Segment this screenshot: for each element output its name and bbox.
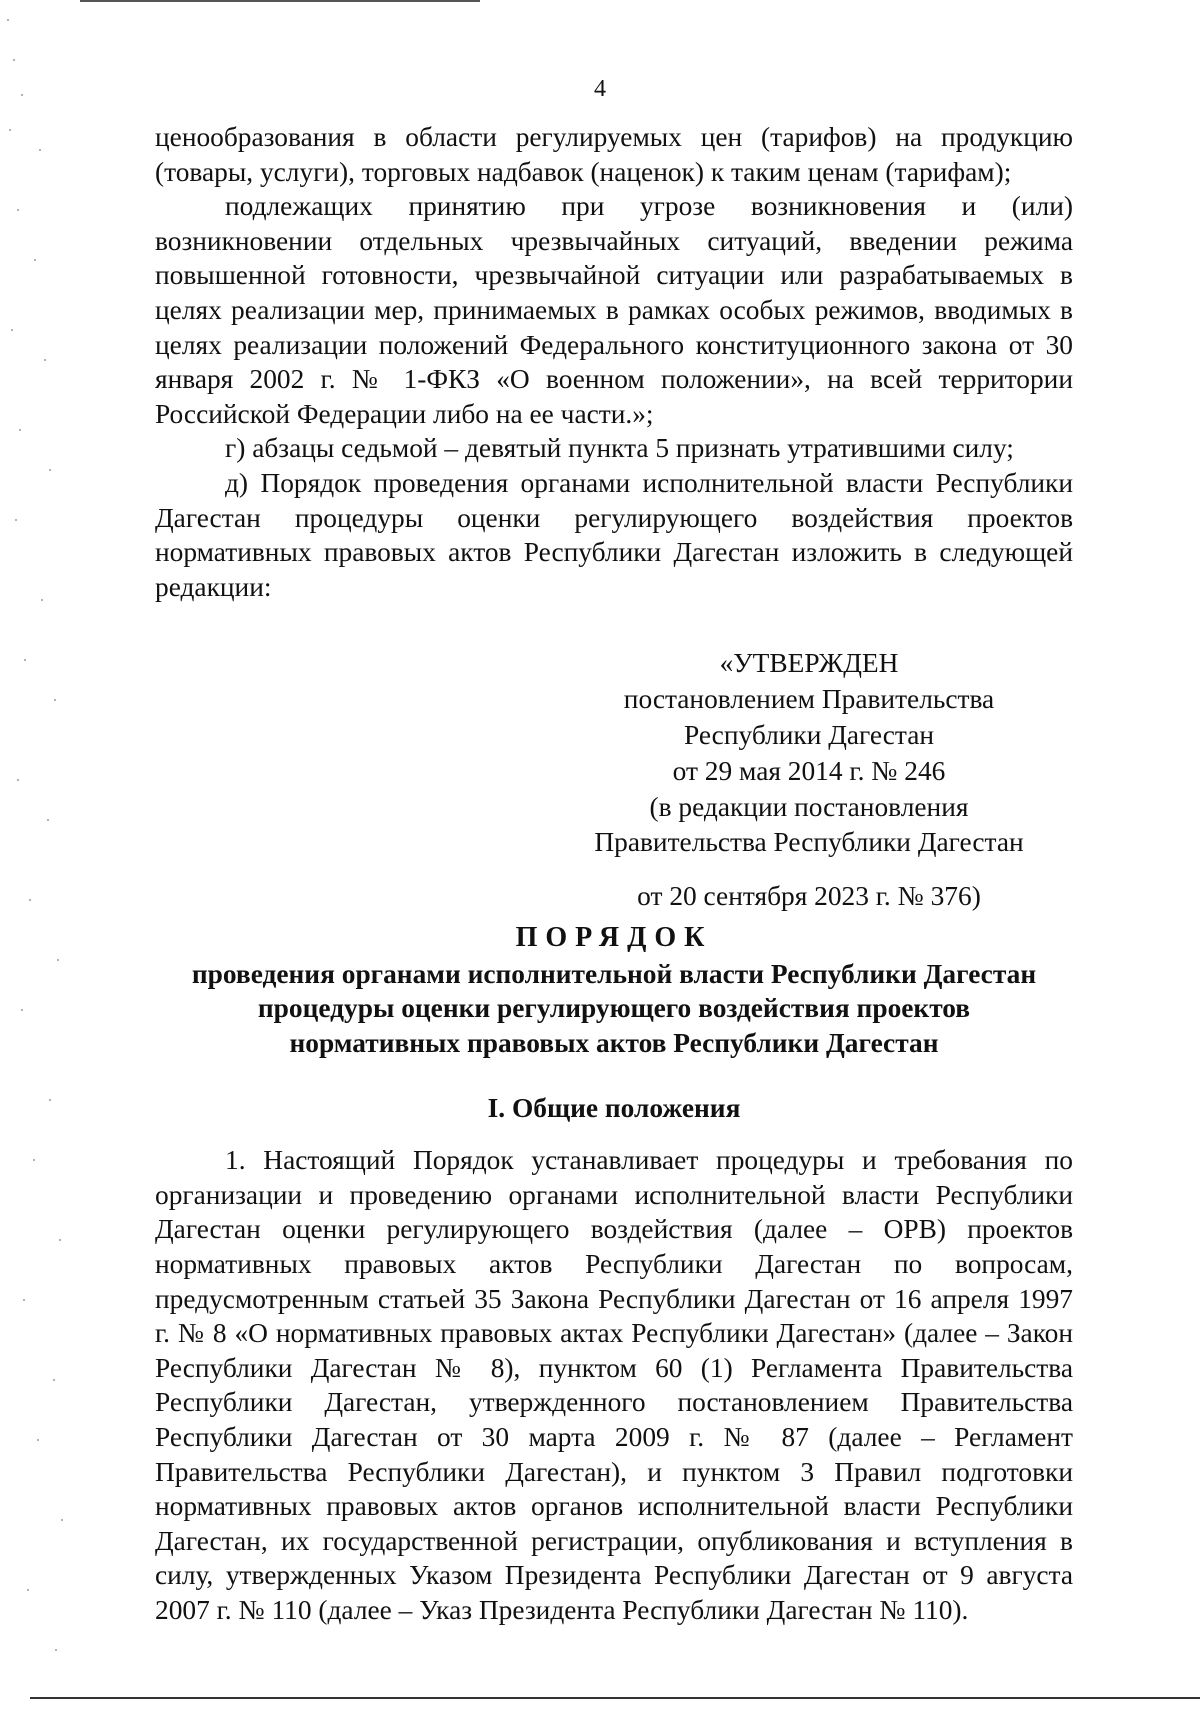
paragraph-item-d: д) Порядок проведения органами исполнительной власти Республики Дагестан процедуры оценки регулирующего воздействия проектов нормативных правовых актов Республики Дагестан изложить в следующей редакции: [155, 467, 1073, 602]
approval-stamp-block [155, 646, 1073, 915]
subtitle-line: проведения органами исполнительной власти Республики Дагестан [191, 958, 1037, 989]
approval-line: (в редакции постановления [649, 791, 969, 822]
document-body [155, 120, 1073, 1628]
paragraph-item-g: г) абзацы седьмой – девятый пункта 5 признать утратившими силу; [225, 433, 1014, 464]
approval-line: постановлением Правительства [623, 684, 995, 715]
scan-edge-top [80, 0, 480, 2]
section-heading: I. Общие положения [487, 1092, 741, 1123]
scan-edge-bottom [30, 1697, 1200, 1699]
approval-line: Республики Дагестан [683, 719, 935, 750]
approval-line: от 20 сентября 2023 г. № 376) [637, 881, 981, 912]
subtitle-line: нормативных правовых актов Республики Дагестан [289, 1028, 939, 1059]
paragraph-1: 1. Настоящий Порядок устанавливает процедуры и требования по организации и проведению органами исполнительной власти Республики Дагестан оценки регулирующего воздействия (далее – ОРВ) проектов нормативных правовых актов Республики Дагестан по вопросам, предусмотренным статьей 35 Закона Республики Дагестан от 16 апреля 1997 г. № 8 «О нормативных правовых актах Республики Дагестан» (далее – Закон Республики Дагестан № 8), пунктом 60 (1) Регламента Правительства Республики Дагестан, утвержденного постановлением Правительства Республики Дагестан от 30 марта 2009 г. № 87 (далее – Регламент Правительства Республики Дагестан), и пунктом 3 Правил подготовки нормативных правовых актов органов исполнительной власти Республики Дагестан, их государственной регистрации, опубликования и вступления в силу, утвержденных Указом Президента Республики Дагестан от 9 августа 2007 г. № 110 (далее – Указ Президента Республики Дагестан № 110). [155, 1145, 1073, 1625]
document-subtitle [155, 957, 1073, 1061]
subtitle-line: процедуры оценки регулирующего воздействия проектов [257, 993, 971, 1024]
paragraph-pricing: ценообразования в области регулируемых цен (тарифов) на продукцию (товары, услуги), торговых надбавок (наценок) к таким ценам (тарифам); [155, 122, 1073, 187]
approval-line: от 29 мая 2014 г. № 246 [672, 755, 946, 786]
scan-edge-speckle [0, 0, 70, 1711]
paragraph-emergency: подлежащих принятию при угрозе возникновения и (или) возникновении отдельных чрезвычайных ситуаций, введении режима повышенной готовности, чрезвычайной ситуации или разрабатываемых в целях реализации мер, принимаемых в рамках особых режимов, вводимых в целях реализации положений Федерального конституционного закона от 30 января 2002 г. № 1-ФКЗ «О военном положении», на всей территории Российской Федерации либо на ее части.»; [155, 191, 1073, 429]
page-number: 4 [594, 76, 606, 102]
document-title: ПОРЯДОК [515, 921, 713, 953]
approval-line: «УТВЕРЖДЕН [719, 648, 899, 679]
approval-line: Правительства Республики Дагестан [594, 827, 1024, 858]
